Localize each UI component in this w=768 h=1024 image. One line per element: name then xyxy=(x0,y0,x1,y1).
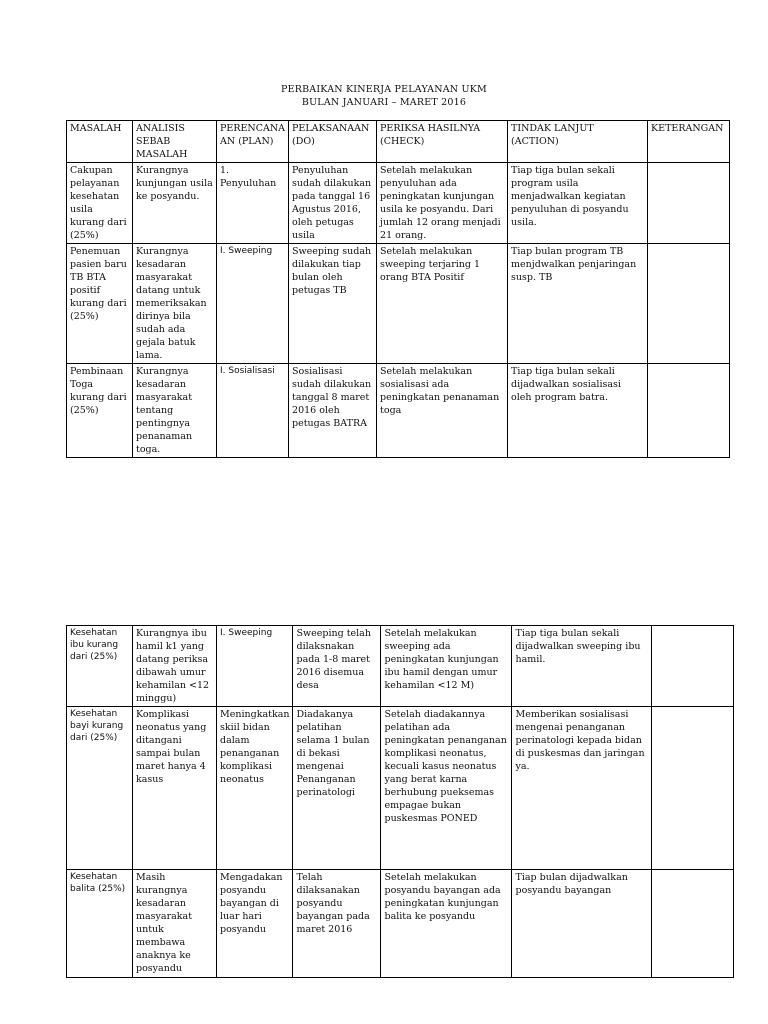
table-row xyxy=(67,870,734,978)
cell-analisis: Kurangnya kunjungan usila ke posyandu. xyxy=(133,163,217,244)
document-title: PERBAIKAN KINERJA PELAYANAN UKM xyxy=(281,84,487,95)
cell-keterangan xyxy=(648,163,730,244)
performance-table-page1 xyxy=(66,120,730,458)
cell-tindak-lanjut: Tiap bulan program TB menjdwalkan penjaringan susp. TB xyxy=(508,244,648,364)
header-periksa: PERIKSA HASILNYA (CHECK) xyxy=(377,121,508,163)
cell-analisis: Kurangnya kesadaran masyarakat tentang pentingnya penanaman toga. xyxy=(133,364,217,458)
cell-tindak-lanjut: Memberikan sosialisasi mengenai penanganan perinatologi kepada bidan di puskesmas dan jaringan ya. xyxy=(512,707,652,870)
cell-masalah: Cakupan pelayanan kesehatan usila kurang dari (25%) xyxy=(67,163,133,244)
header-perencanaan: PERENCANA AN (PLAN) xyxy=(217,121,289,163)
cell-analisis: Komplikasi neonatus yang ditangani sampai bulan maret hanya 4 kasus xyxy=(133,707,217,870)
table-header-row xyxy=(67,121,730,163)
table-row xyxy=(67,626,734,707)
cell-periksa: Setelah melakukan penyuluhan ada peningkatan kunjungan usila ke posyandu. Dari jumlah 12 orang menjadi 21 orang. xyxy=(377,163,508,244)
cell-masalah: Pembinaan Toga kurang dari (25%) xyxy=(67,364,133,458)
cell-keterangan xyxy=(648,364,730,458)
header-analisis: ANALISIS SEBAB MASALAH xyxy=(133,121,217,163)
cell-analisis: Masih kurangnya kesadaran masyarakat untuk membawa anaknya ke posyandu xyxy=(133,870,217,978)
cell-periksa: Setelah melakukan sosialisasi ada peningkatan penanaman toga xyxy=(377,364,508,458)
cell-tindak-lanjut: Tiap bulan dijadwalkan posyandu bayangan xyxy=(512,870,652,978)
cell-masalah: Kesehatan balita (25%) xyxy=(67,870,133,978)
cell-keterangan xyxy=(652,870,734,978)
table-row xyxy=(67,244,730,364)
cell-periksa: Setelah diadakannya pelatihan ada peningkatan penanganan komplikasi neonatus, kecuali kasus neonatus yang berat karna berhubung pueksemas empagae bukan puskesmas PONED xyxy=(381,707,512,870)
cell-pelaksanaan: Diadakanya pelatihan selama 1 bulan di bekasi mengenai Penanganan perinatologi xyxy=(293,707,381,870)
cell-analisis: Kurangnya kesadaran masyarakat datang untuk memeriksakan dirinya bila sudah ada gejala batuk lama. xyxy=(133,244,217,364)
cell-analisis: Kurangnya ibu hamil k1 yang datang periksa dibawah umur kehamilan <12 minggu) xyxy=(133,626,217,707)
cell-perencanaan: I. Sosialisasi xyxy=(217,364,289,458)
header-keterangan: KETERANGAN xyxy=(648,121,730,163)
cell-keterangan xyxy=(652,707,734,870)
cell-perencanaan: Mengadakan posyandu bayangan di luar hari posyandu xyxy=(217,870,293,978)
cell-pelaksanaan: Penyuluhan sudah dilakukan pada tanggal 16 Agustus 2016, oleh petugas usila xyxy=(289,163,377,244)
performance-table-page2 xyxy=(66,625,734,978)
cell-perencanaan: Meningkatkan skiil bidan dalam penanganan komplikasi neonatus xyxy=(217,707,293,870)
document-subtitle: BULAN JANUARI – MARET 2016 xyxy=(301,97,467,108)
header-tindak-lanjut: TINDAK LANJUT (ACTION) xyxy=(508,121,648,163)
cell-tindak-lanjut: Tiap tiga bulan sekali dijadwalkan sweeping ibu hamil. xyxy=(512,626,652,707)
cell-pelaksanaan: Sosialisasi sudah dilakukan tanggal 8 maret 2016 oleh petugas BATRA xyxy=(289,364,377,458)
cell-tindak-lanjut: Tiap tiga bulan sekali dijadwalkan sosialisasi oleh program batra. xyxy=(508,364,648,458)
cell-masalah: Penemuan pasien baru TB BTA positif kurang dari (25%) xyxy=(67,244,133,364)
cell-keterangan xyxy=(648,244,730,364)
cell-masalah: Kesehatan ibu kurang dari (25%) xyxy=(67,626,133,707)
cell-pelaksanaan: Telah dilaksanakan posyandu bayangan pada maret 2016 xyxy=(293,870,381,978)
table-row xyxy=(67,364,730,458)
table-row xyxy=(67,163,730,244)
cell-pelaksanaan: Sweeping sudah dilakukan tiap bulan oleh petugas TB xyxy=(289,244,377,364)
header-pelaksanaan: PELAKSANAAN (DO) xyxy=(289,121,377,163)
table-row xyxy=(67,707,734,870)
cell-perencanaan: I. Sweeping xyxy=(217,244,289,364)
cell-perencanaan: I. Sweeping xyxy=(217,626,293,707)
cell-tindak-lanjut: Tiap tiga bulan sekali program usila menjadwalkan kegiatan penyuluhan di posyandu usila. xyxy=(508,163,648,244)
cell-periksa: Setelah melakukan posyandu bayangan ada peningkatan kunjungan balita ke posyandu xyxy=(381,870,512,978)
cell-periksa: Setelah melakukan sweeping ada peningkatan kunjungan ibu hamil dengan umur kehamilan <12 M) xyxy=(381,626,512,707)
cell-masalah: Kesehatan bayi kurang dari (25%) xyxy=(67,707,133,870)
cell-pelaksanaan: Sweeping telah dilaksnakan pada 1-8 maret 2016 disemua desa xyxy=(293,626,381,707)
cell-keterangan xyxy=(652,626,734,707)
cell-perencanaan: 1. Penyuluhan xyxy=(217,163,289,244)
header-masalah: MASALAH xyxy=(67,121,133,163)
cell-periksa: Setelah melakukan sweeping terjaring 1 orang BTA Positif xyxy=(377,244,508,364)
